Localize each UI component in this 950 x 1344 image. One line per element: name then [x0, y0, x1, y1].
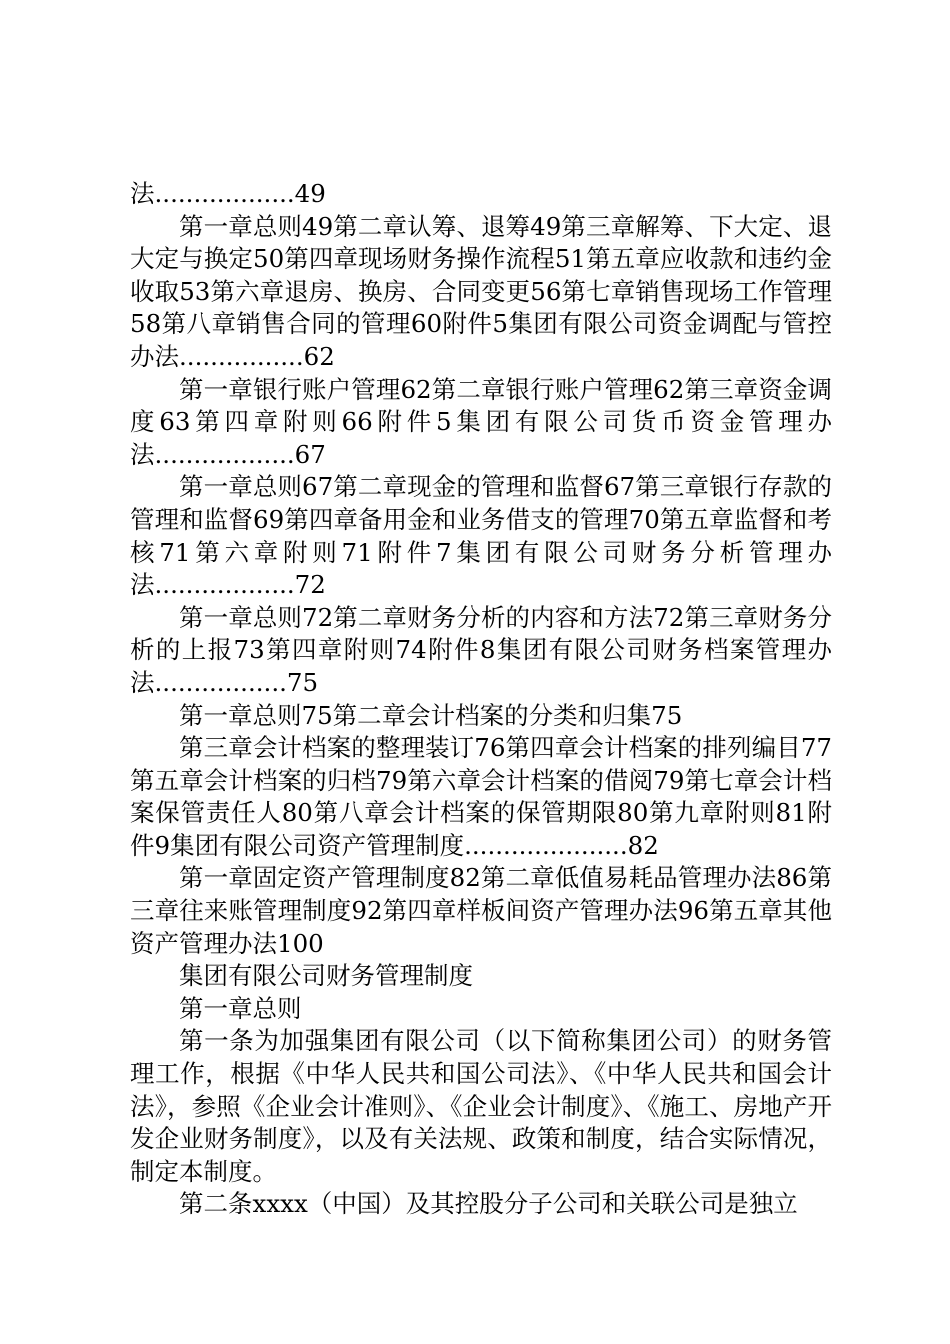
chapter-heading: 第一章总则 — [179, 993, 302, 1023]
article-1: 第一条为加强集团有限公司（以下简称集团公司）的财务管理工作，根据《中华人民共和国公司法》、《中华人民共和国会计法》，参照《企业会计准则》、《企业会计制度》、《施工、房地产开发企业财务制度》，以及有关法规、政策和制度，结合实际情况，制定本制度。 — [130, 1026, 832, 1186]
document-title: 集团有限公司财务管理制度 — [179, 961, 473, 991]
document-page — [130, 178, 832, 1221]
toc-paragraph-6: 第一章总则75第二章会计档案的分类和归集75 — [179, 700, 683, 730]
toc-paragraph-5: 第一章总则72第二章财务分析的内容和方法72第三章财务分析的上报73第四章附则74附件8集团有限公司财务档案管理办法.................75 — [130, 602, 832, 697]
toc-paragraph-4: 第一章总则67第二章现金的管理和监督67第三章银行存款的管理和监督69第四章备用金和业务借支的管理70第五章监督和考核71第六章附则71附件7集团有限公司财务分析管理办法..................72 — [130, 472, 832, 600]
article-2: 第二条xxxx（中国）及其控股分子公司和关联公司是独立 — [179, 1189, 798, 1219]
toc-line-1: 法..................49 — [130, 179, 326, 208]
toc-paragraph-2: 第一章总则49第二章认筹、退筹49第三章解筹、下大定、退大定与换定50第四章现场财务操作流程51第五章应收款和违约金收取53第六章退房、换房、合同变更56第七章销售现场工作管理58第八章销售合同的管理60附件5集团有限公司资金调配与管控办法................62 — [130, 211, 832, 371]
toc-paragraph-7: 第三章会计档案的整理装订76第四章会计档案的排列编目77第五章会计档案的归档79第六章会计档案的借阅79第七章会计档案保管责任人80第八章会计档案的保管期限80第九章附则81附件9集团有限公司资产管理制度.....................82 — [130, 733, 832, 860]
toc-paragraph-3: 第一章银行账户管理62第二章银行账户管理62第三章资金调度63第四章附则66附件5集团有限公司货币资金管理办法..................67 — [130, 374, 832, 469]
toc-paragraph-8: 第一章固定资产管理制度82第二章低值易耗品管理办法86第三章往来账管理制度92第四章样板间资产管理办法96第五章其他资产管理办法100 — [130, 863, 832, 958]
